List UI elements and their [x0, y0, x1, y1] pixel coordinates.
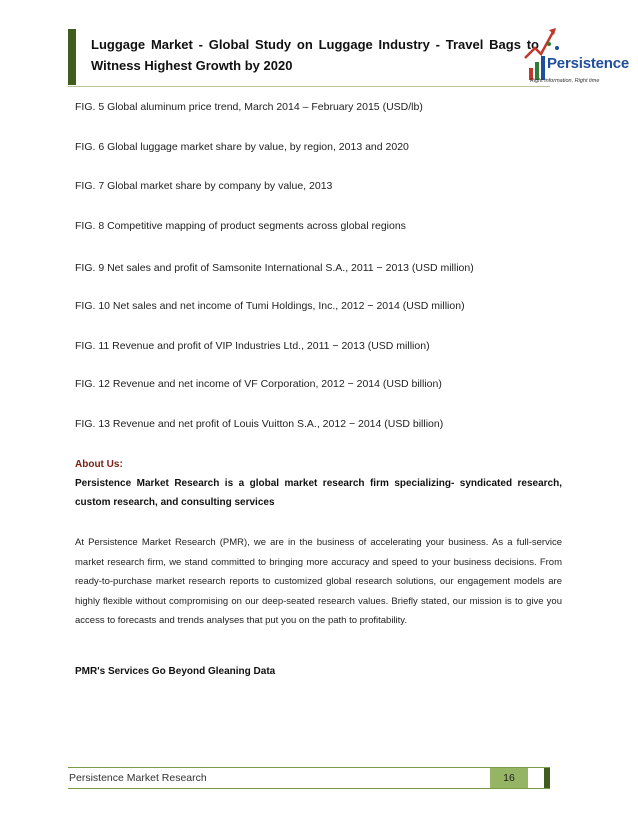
- figure-item: FIG. 9 Net sales and profit of Samsonite International S.A., 2011 − 2013 (USD million): [75, 262, 474, 274]
- figure-item: FIG. 13 Revenue and net profit of Louis Vuitton S.A., 2012 − 2014 (USD billion): [75, 418, 444, 430]
- about-body: At Persistence Market Research (PMR), we are in the business of accelerating your business. As a full-service market research firm, we stand committed to bringing more accuracy and speed to your business decisions. From ready-to-purchase market research reports to customized global research solutions, our engagement models are highly flexible without compromising on our deep-seated research values. Briefly stated, our mission is to give you access to forecasts and trends analyses that put you on the path to profitability.: [75, 537, 562, 626]
- figure-item: FIG. 7 Global market share by company by value, 2013: [75, 180, 333, 192]
- about-lead: Persistence Market Research is a global market research firm specializing- syndicated research, custom research, and consulting services: [75, 478, 562, 508]
- page-number: 16: [490, 768, 528, 788]
- document-title: Luggage Market - Global Study on Luggage Industry - Travel Bags to Witness Highest Growth by 2020: [91, 37, 539, 73]
- logo-bar-3: [541, 56, 545, 80]
- figure-item: FIG. 10 Net sales and net income of Tumi Holdings, Inc., 2012 − 2014 (USD million): [75, 300, 465, 312]
- logo-dot-1: [547, 42, 551, 46]
- figure-item: FIG. 11 Revenue and profit of VIP Industries Ltd., 2011 − 2013 (USD million): [75, 340, 430, 352]
- figure-item: FIG. 5 Global aluminum price trend, March 2014 – February 2015 (USD/lb): [75, 101, 423, 113]
- logo-tagline: Right information, Right time: [530, 78, 600, 84]
- services-heading: PMR's Services Go Beyond Gleaning Data: [75, 666, 276, 677]
- figure-item: FIG. 8 Competitive mapping of product segments across global regions: [75, 220, 406, 232]
- header-divider: [68, 86, 550, 87]
- footer-company: Persistence Market Research: [69, 772, 207, 784]
- header-accent-bar: [68, 29, 76, 85]
- figure-item: FIG. 6 Global luggage market share by value, by region, 2013 and 2020: [75, 141, 409, 153]
- footer-accent: [544, 768, 550, 788]
- figure-item: FIG. 12 Revenue and net income of VF Corporation, 2012 − 2014 (USD billion): [75, 378, 442, 390]
- logo-wordmark: Persistence: [547, 55, 630, 72]
- page-footer: [68, 767, 550, 789]
- logo-dot-2: [555, 46, 559, 50]
- about-heading: About Us:: [75, 459, 123, 470]
